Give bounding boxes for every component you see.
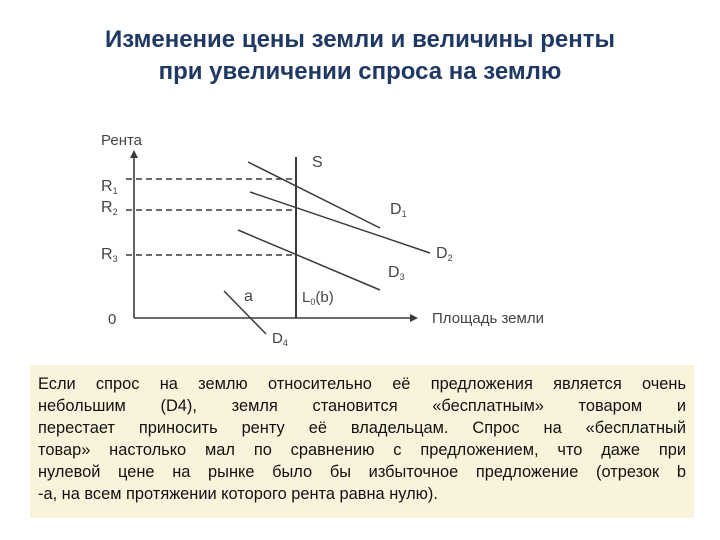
- d1-sub: 1: [401, 209, 407, 219]
- text-line-3: перестает приносить ренту её владельцам. Спрос на «бесплатный: [38, 419, 686, 437]
- l0-main: L: [302, 289, 311, 306]
- text-line-5: нулевой цене на рынке было бы избыточное предложение (отрезок b: [38, 463, 686, 481]
- text-line-4: товар» настолько мал по сравнению с предложением, что даже при: [38, 441, 686, 459]
- explanation-text-box: [30, 365, 694, 518]
- d2-main: D: [436, 245, 448, 262]
- l0-sub: 0: [310, 297, 316, 307]
- d4-main: D: [272, 330, 283, 347]
- r1-sub: 1: [112, 186, 118, 196]
- demand-curve-d3: [238, 230, 380, 290]
- r3-sub: 3: [112, 254, 118, 264]
- slide-title: [40, 24, 680, 88]
- title-line-2: при увеличении спроса на землю: [158, 58, 562, 85]
- supply-base-label: [302, 289, 334, 307]
- d4-label: [272, 330, 288, 348]
- supply-label: S: [312, 154, 323, 171]
- text-line-2: небольшим (D4), земля становится «бесплатным» товаром и: [38, 397, 686, 415]
- text-line-1: Если спрос на землю относительно её предложения является очень: [38, 375, 686, 393]
- text-line-6: -a, на всем протяжении которого рента равна нулю).: [38, 485, 438, 503]
- l0-suffix: (b): [315, 289, 334, 306]
- d1-label: [390, 201, 407, 219]
- d3-label: [388, 264, 405, 282]
- r2-sub: 2: [112, 207, 118, 217]
- x-axis-label: Площадь земли: [432, 310, 544, 327]
- r1-label: [101, 178, 118, 196]
- demand-curve-d1: [248, 162, 380, 228]
- d4-sub: 4: [282, 338, 288, 348]
- r2-label: [101, 199, 118, 217]
- d2-sub: 2: [447, 253, 453, 263]
- origin-label: 0: [108, 311, 117, 328]
- r3-main: R: [101, 246, 113, 263]
- y-axis-label: Рента: [101, 132, 143, 149]
- title-line-1: Изменение цены земли и величины ренты: [105, 26, 615, 53]
- d1-main: D: [390, 201, 402, 218]
- r3-label: [101, 246, 118, 264]
- d3-sub: 3: [399, 272, 405, 282]
- point-a-label: a: [244, 288, 253, 305]
- r1-main: R: [101, 178, 113, 195]
- d2-label: [436, 245, 453, 263]
- d3-main: D: [388, 264, 400, 281]
- r2-main: R: [101, 199, 113, 216]
- demand-curve-d2: [250, 192, 430, 253]
- land-rent-diagram: [0, 118, 720, 358]
